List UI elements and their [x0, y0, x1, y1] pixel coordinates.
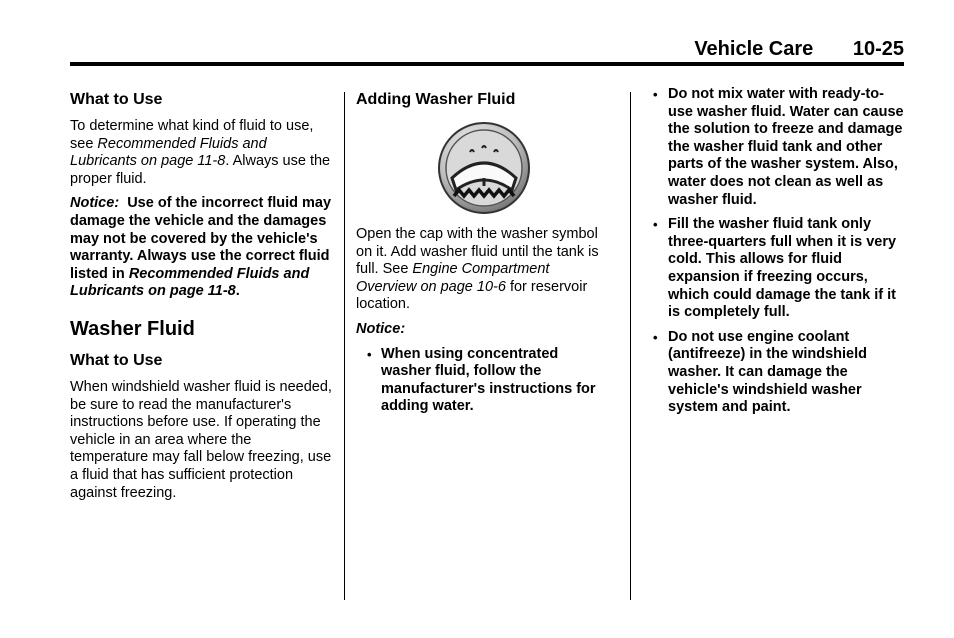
text: Use of the incorrect fluid may damage the vehicle and the damages may not be covered by the vehicle's warranty. Always use the correct fluid listed in	[70, 195, 336, 282]
heading-what-to-use: What to Use	[70, 351, 163, 369]
text: When using concentrated washer fluid, follow the manufacturer's instructions for adding water.	[381, 345, 596, 415]
section-title: Vehicle Care	[694, 38, 814, 60]
text: Do not mix water with ready-to-use washer fluid. Water can cause the solution to freeze and damage the washer fluid tank and other parts of the washer system. Also, water does not clean as well as washer fluid.	[668, 86, 904, 208]
bullet-icon: •	[653, 217, 658, 233]
notice-label: Notice:	[70, 195, 120, 212]
list-item	[642, 216, 904, 322]
text: Fill the washer fluid tank only three-quarters full when it is very cold. This allows for fluid expansion if freezing occurs, which could damage the tank if it is completely full.	[668, 216, 897, 321]
paragraph	[70, 118, 332, 188]
notice	[70, 195, 336, 301]
cross-reference: Engine Compartment Overview on page 10-6	[356, 261, 550, 295]
bullet-list	[356, 346, 606, 416]
paragraph: When windshield washer fluid is needed, be sure to read the manufacturer's instructions before use. If operating the vehicle in an area where the temperature may fall below freezing, use a fluid that has sufficient protection against freezing.	[70, 378, 332, 501]
text: . Always use the proper fluid.	[70, 153, 331, 187]
bullet-list	[642, 86, 904, 417]
bullet-icon: •	[367, 346, 372, 362]
text: Do not use engine coolant (antifreeze) in the windshield washer. It can damage the vehicle's windshield washer system and paint.	[668, 328, 867, 416]
notice-label: Notice:	[356, 320, 406, 337]
paragraph	[356, 226, 606, 314]
cross-reference: Recommended Fluids and Lubricants on page 11-8	[70, 135, 267, 170]
bullet-icon: •	[653, 87, 658, 102]
column-right	[642, 86, 904, 424]
page-number: 10-25	[852, 38, 904, 60]
column-middle	[356, 90, 606, 423]
section-heading-washer-fluid: Washer Fluid	[70, 317, 195, 340]
heading-adding-washer-fluid: Adding Washer Fluid	[356, 91, 516, 108]
column-divider	[344, 92, 345, 600]
list-item	[642, 329, 904, 417]
text: for reservoir location.	[356, 278, 588, 313]
bullet-icon: •	[653, 329, 658, 345]
text: .	[235, 283, 240, 300]
text: Open the cap with the washer symbol on it. Add washer fluid until the tank is full. See	[356, 226, 599, 278]
text: To determine what kind of fluid to use, see	[70, 118, 314, 152]
header-rule	[70, 62, 904, 66]
windshield-washer-icon	[436, 120, 532, 216]
column-divider	[630, 92, 631, 600]
page-header	[694, 38, 904, 61]
list-item	[356, 346, 606, 416]
column-left	[70, 90, 336, 509]
cross-reference: Recommended Fluids and Lubricants on page 11-8	[70, 265, 310, 300]
list-item	[642, 86, 904, 209]
heading-what-to-use: What to Use	[70, 91, 163, 108]
